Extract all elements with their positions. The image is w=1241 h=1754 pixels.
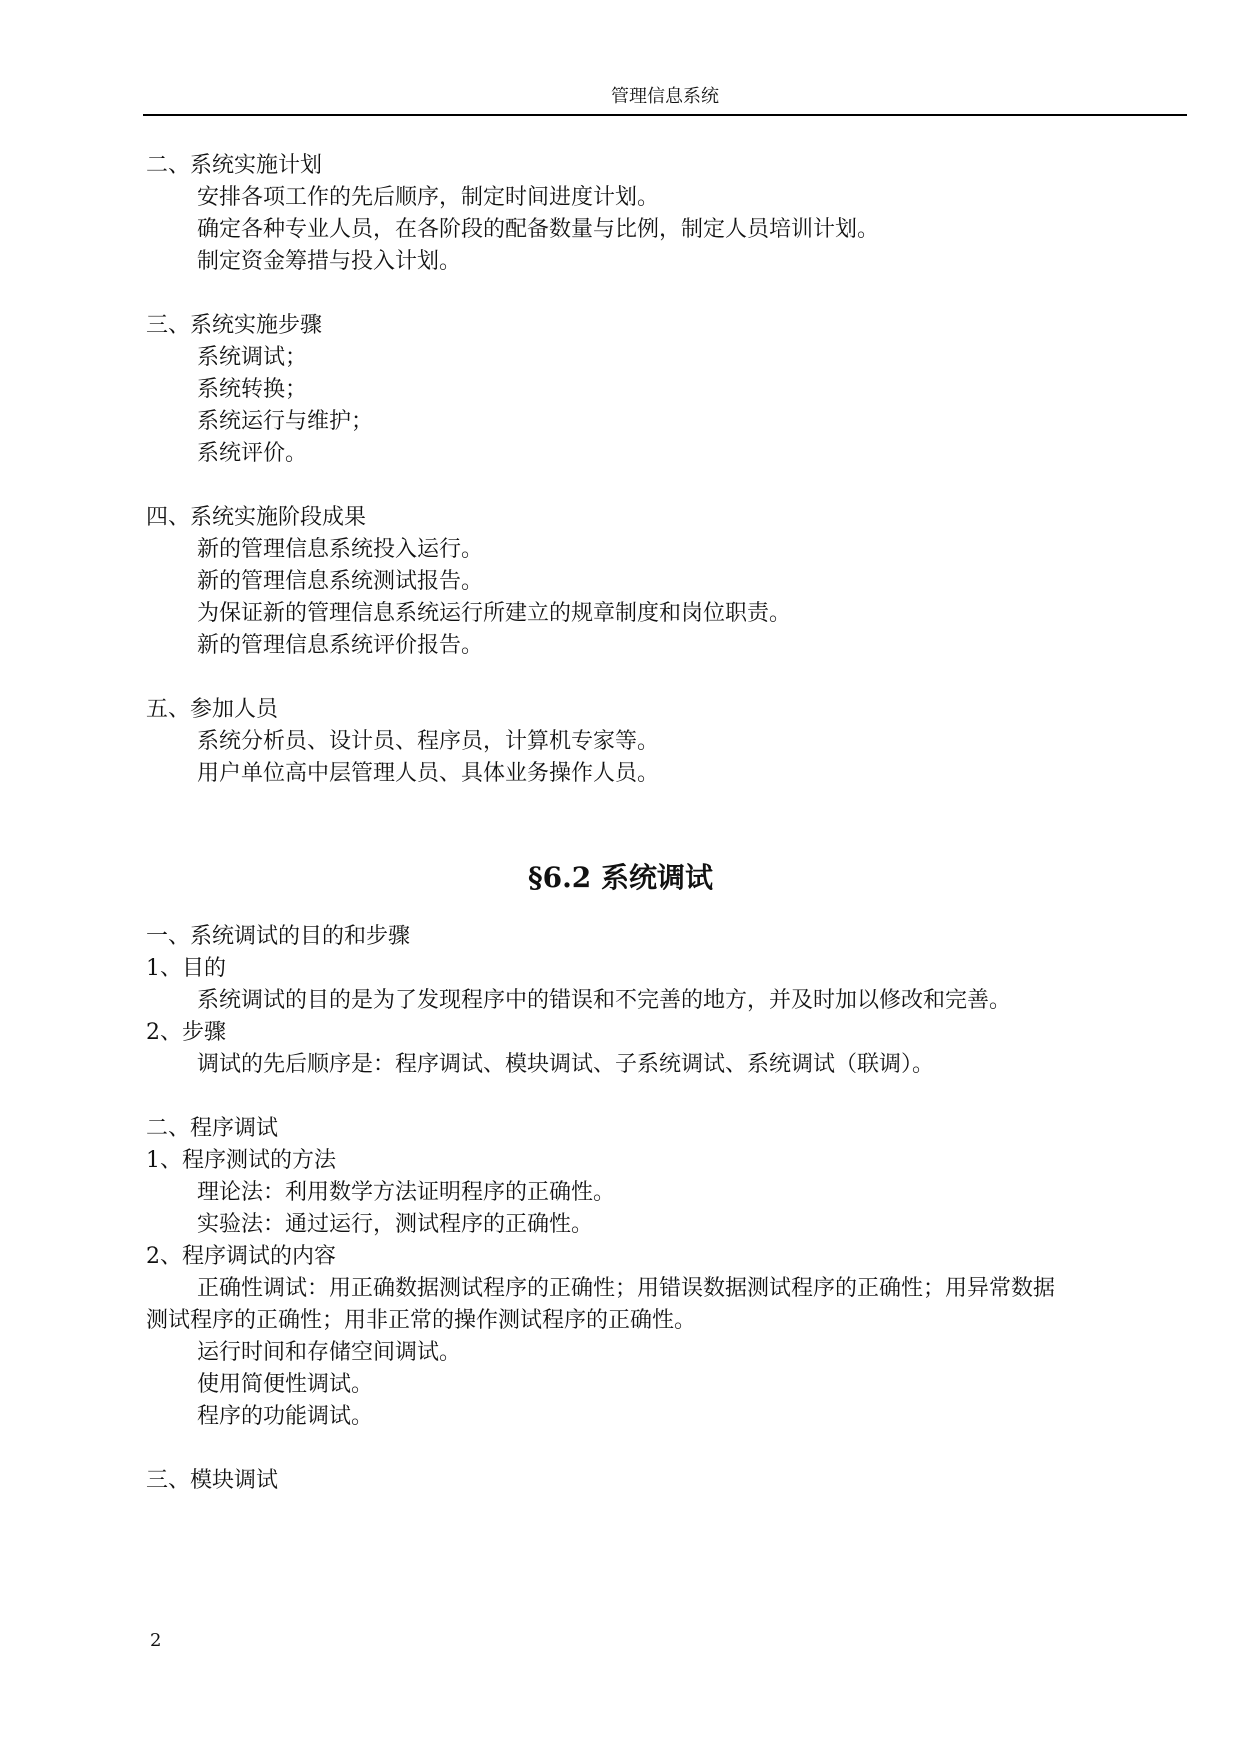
subheading-purpose: 1、目的 <box>146 956 226 981</box>
list-item: 使用简便性调试。 <box>197 1372 374 1397</box>
paragraph-line: 正确性调试：用正确数据测试程序的正确性；用错误数据测试程序的正确性；用异常数据 <box>197 1276 1056 1301</box>
list-item: 安排各项工作的先后顺序，制定时间进度计划。 <box>197 185 660 210</box>
paragraph: 系统调试的目的是为了发现程序中的错误和不完善的地方，并及时加以修改和完善。 <box>197 988 1012 1013</box>
heading-implementation-plan: 二、系统实施计划 <box>146 153 323 178</box>
list-item: 程序的功能调试。 <box>197 1404 374 1429</box>
heading-debug-purpose-steps: 一、系统调试的目的和步骤 <box>146 924 411 949</box>
heading-implementation-steps: 三、系统实施步骤 <box>146 313 323 338</box>
list-item: 用户单位高中层管理人员、具体业务操作人员。 <box>197 761 660 786</box>
list-item: 为保证新的管理信息系统运行所建立的规章制度和岗位职责。 <box>197 601 792 626</box>
list-item: 系统调试； <box>197 345 308 370</box>
heading-module-debug: 三、模块调试 <box>146 1468 279 1493</box>
subheading-test-methods: 1、程序测试的方法 <box>146 1148 336 1173</box>
list-item: 新的管理信息系统测试报告。 <box>197 569 484 594</box>
heading-implementation-results: 四、系统实施阶段成果 <box>146 505 367 530</box>
subheading-debug-content: 2、程序调试的内容 <box>146 1244 336 1269</box>
list-item: 系统转换； <box>197 377 308 402</box>
list-item: 系统评价。 <box>197 441 308 466</box>
header-rule <box>143 114 1187 116</box>
list-item: 制定资金筹措与投入计划。 <box>197 249 462 274</box>
running-header: 管理信息系统 <box>611 86 719 107</box>
list-item: 理论法：利用数学方法证明程序的正确性。 <box>197 1180 616 1205</box>
heading-program-debug: 二、程序调试 <box>146 1116 279 1141</box>
page-number: 2 <box>150 1630 162 1651</box>
section-title: §6.2 系统调试 <box>527 861 714 894</box>
list-item: 系统运行与维护； <box>197 409 374 434</box>
paragraph: 调试的先后顺序是：程序调试、模块调试、子系统调试、系统调试（联调）。 <box>197 1052 935 1077</box>
subheading-steps: 2、步骤 <box>146 1020 226 1045</box>
list-item: 新的管理信息系统投入运行。 <box>197 537 484 562</box>
paragraph-line: 测试程序的正确性；用非正常的操作测试程序的正确性。 <box>146 1308 697 1333</box>
list-item: 实验法：通过运行，测试程序的正确性。 <box>197 1212 594 1237</box>
list-item: 确定各种专业人员，在各阶段的配备数量与比例，制定人员培训计划。 <box>197 217 880 242</box>
list-item: 系统分析员、设计员、程序员，计算机专家等。 <box>197 729 660 754</box>
list-item: 运行时间和存储空间调试。 <box>197 1340 462 1365</box>
heading-participants: 五、参加人员 <box>146 697 279 722</box>
list-item: 新的管理信息系统评价报告。 <box>197 633 484 658</box>
